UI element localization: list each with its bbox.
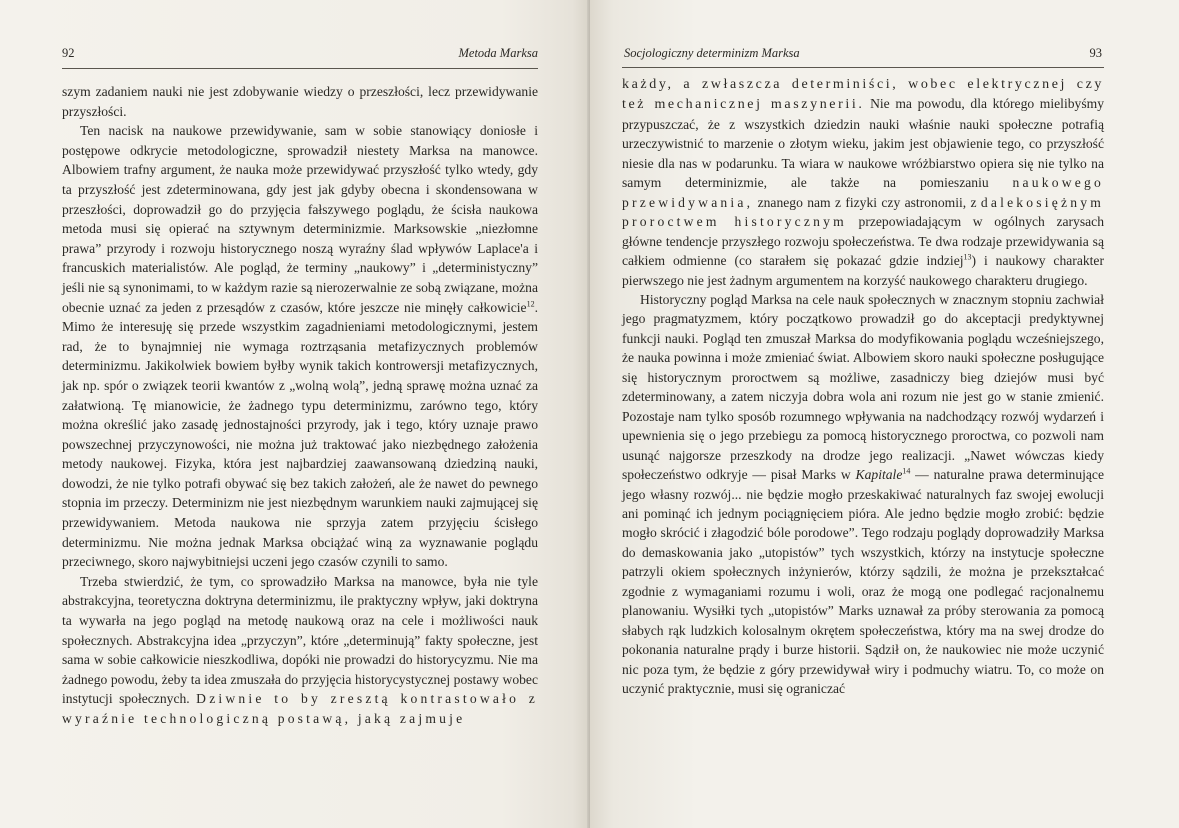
paragraph-text: Nie ma powodu, dla którego mielibyśmy przypuszczać, że z wszystkich dziedzin nauki właśnie nauki społeczne potrafią urzeczywistnić to marzenie o złotym wieku, jakim jest objawienie tego, co przyszłość niesie dla nas w podarunku. Ta wiara w naukowe wróżbiarstwo opiera się nie tylko na samym determinizmie, ale także na pomieszaniu: [622, 96, 1104, 191]
italic-title: Kapitale: [855, 467, 903, 483]
paragraph-text: — naturalne prawa determinujące jego własny rozwój... nie będzie mogło przeskakiwać naturalnych faz swojej ewolucji ani pominąć ich jednym pociągnięciem pióra. Ale jedno będzie mogło zrobić: będzie mogło skrócić i złagodzić bóle porodowe”. Tego rodzaju poglądy doprowadziły Marksa do demaskowania jako „utopistów” tych wszystkich, którzy na instytucje społeczne patrzyli okiem społecznych inżynierów, którzy sądzili, że można je przekształcać zgodnie z wymaganiami rozumu i woli, oraz że mogą one podlegać racjonalnemu planowaniu. Wysiłki tych „utopistów” Marks uznawał za próby sterowania za pomocą słabych rąk ludzkich kolosalnym okrętem społeczeństwa, który ma na swej drodze do pokonania naturalne prądy i burze historii. Sądził on, że naukowiec nie może uczynić nic poza tym, że będzie z góry przewidywał wiry i podmuchy wiatru. To, co może on uczynić praktycznie, musi się ograniczać: [622, 467, 1104, 697]
footnote-ref: 14: [902, 466, 911, 476]
paragraph-text: Trzeba stwierdzić, że tym, co sprowadziło Marksa na manowce, była nie tyle abstrakcyjna, teoretyczna doktryna determinizmu, ile praktyczny wpływ, jaki doktryna ta wywarła na jego pogląd na metodę naukową oraz na cele i możliwości nauk społecznych. Abstrakcyjna idea „przyczyn”, które „determinują” fakty społeczne, jest sama w sobie całkowicie nieszkodliwa, dopóki nie prowadzi do historycyzmu. Nie ma żadnego powodu, żeby ta idea zmuszała do przyjęcia historycystycznej postawy wobec instytucji społecznych.: [62, 573, 538, 707]
paragraph: szym zadaniem nauki nie jest zdobywanie wiedzy o przeszłości, lecz przewidywanie przyszłości.: [62, 84, 538, 119]
footnote-ref: 13: [963, 252, 972, 262]
right-page-body: [622, 74, 1104, 699]
spaced-emphasis: dalekosiężnym proroctwem historycznym: [622, 194, 1104, 230]
paragraph-text: Historyczny pogląd Marksa na cele nauk społecznych w znacznym stopniu zachwiał jego pragmatyzmem, który początkowo prowadził go do akceptacji predyktywnej funkcji nauki. Pogląd ten zmuszał Marksa do modyfikowania poglądu wcześniejszego, że nauka powinna i może zmieniać świat. Albowiem skoro nauki społeczne posługujące się historycznym proroctwem są możliwe, zasadniczy bieg dziejów musi być zdeterminowany, a zatem niczyja dobra wola ani rozum nie jest go w stanie zmienić. Pozostaje nam tylko sposób rozumnego wpływania na nadchodzący rozwój wydarzeń i upewnienia się o jego przebiegu za pomocą historycznego proroctwa, co pozwoli nam usunąć najgorsze przeszkody na drodze jego realizacji. „Nawet wówczas kiedy społeczeństwo odkryje — pisał Marks w: [622, 291, 1104, 483]
header-rule: [622, 67, 1104, 68]
page-number: 92: [62, 46, 75, 60]
running-title: Socjologiczny determinizm Marksa: [624, 46, 800, 60]
paragraph: [62, 121, 538, 572]
running-title: Metoda Marksa: [458, 46, 538, 60]
spaced-emphasis: Dziwnie to by zresztą kontrastowało z wyraźnie technologiczną postawą, jaką zajmuje: [62, 691, 538, 726]
paragraph-text: Ten nacisk na naukowe przewidywanie, sam w sobie stanowiący doniosłe i postępowe odkrycie metodologiczne, sprowadził niestety Marksa na manowce. Albowiem trafny argument, że nauka może przewidywać przyszłość tylko wtedy, gdy ta przyszłość jest zdeterminowana, gdy jest jak gdyby obecna i skondensowana w przeszłości, doprowadził go do przyjęcia fałszywego poglądu, że ścisła naukowa metoda musi się opierać na sztywnym determinizmie. Marksowskie „niezłomne prawa” przyrody i rozwoju historycznego noszą wyraźny ślad wpływów Laplace'a i francuskich materialistów. Ale pogląd, że terminy „naukowy” i „deterministyczny” jeśli nie są synonimami, to w każdym razie są nierozerwalnie ze sobą związane, można obecnie uznać za jeden z przesądów z czasów, które jeszcze nie minęły całkowicie: [62, 123, 538, 315]
left-page-header: [62, 46, 538, 66]
spaced-emphasis: naukowego przewidywania,: [622, 175, 1104, 210]
right-page: [590, 0, 1179, 828]
page-number: 93: [1089, 46, 1102, 60]
paragraph-text: przepowiadającym w ogólnych zarysach główne tendencje przyszłego rozwoju społeczeństwa. Te dwa rodzaje przewidywania są całkiem odmienne (co starałem się pokazać gdzie indziej: [622, 214, 1104, 269]
right-page-header: [624, 46, 1102, 66]
paragraph-text: znanego nam z fizyki czy astronomii, z: [753, 194, 981, 210]
footnote-ref: 12: [526, 299, 535, 308]
paragraph-text: ) i naukowy charakter pierwszego nie jest żadnym argumentem na korzyść naukowego charakteru drugiego.: [622, 253, 1104, 288]
paragraph: [62, 572, 538, 729]
header-rule: [62, 68, 538, 69]
paragraph-text: . Mimo że interesuję się przede wszystkim zagadnieniami metodologicznymi, jestem rad, że to bynajmniej nie wymaga roztrząsania metafizycznych problemów determinizmu. Jakikolwiek bowiem byłby wynik takich kontrowersji metafizycznych, jak np. spór o związek teorii kwantów z „wolną wolą”, jedną sprawę można uznać za załatwioną. Tę mianowicie, że żadnego typu determinizmu, zarówno tego, który można określić jako zasadę jednostajności przyrody, jak i tego, który uznaje prawo powszechnej przyczynowości, nie można już traktować jako niezbędnego założenia metody naukowej. Fizyka, która jest najbardziej zaawansowaną dziedziną nauki, dowodzi, że nie tylko potrafi obywać się bez takich założeń, ale że nawet do pewnego stopnia im przeczy. Determinizm nie jest niezbędnym warunkiem nauki zajmującej się przewidywaniem. Metoda naukowa nie sprzyja zatem przyjęciu ścisłego determinizmu. Nie można jednak Marksa obciążać winą za wyznawanie poglądu przeciwnego, skoro najwybitniejsi uczeni jego czasów czynili to samo.: [62, 299, 538, 570]
spaced-emphasis: każdy, a zwłaszcza determiniści, wobec elektrycznej czy też mechanicznej maszynerii.: [622, 77, 1104, 113]
left-page-body: [62, 82, 538, 729]
paragraph: [622, 290, 1104, 699]
paragraph: [622, 74, 1104, 290]
